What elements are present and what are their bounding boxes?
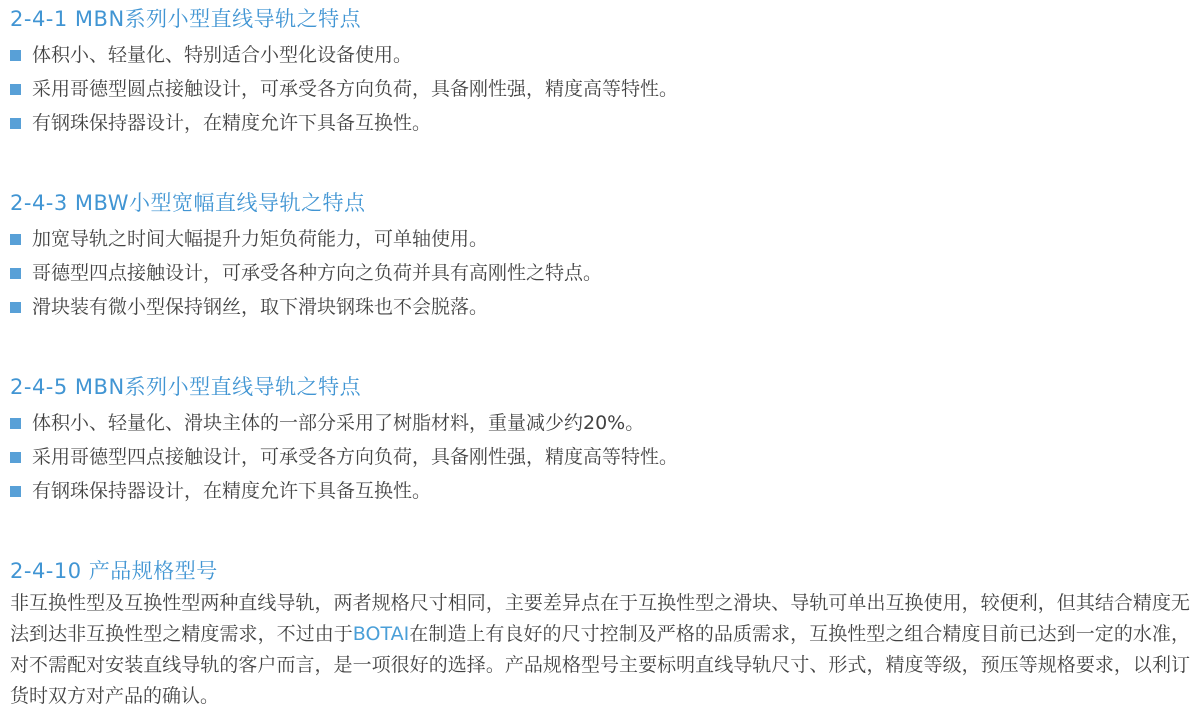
brand-name: BOTAI (352, 623, 410, 645)
section-heading: 2-4-5 MBN系列小型直线导轨之特点 (10, 375, 362, 399)
bullet-square-icon (10, 234, 21, 245)
list-item (10, 256, 1190, 290)
list-item (10, 474, 1190, 508)
feature-list (10, 222, 1190, 324)
section-heading: 2-4-10 产品规格型号 (10, 559, 218, 583)
bullet-square-icon (10, 486, 21, 497)
list-item (10, 106, 1190, 140)
list-item (10, 38, 1190, 72)
bullet-square-icon (10, 418, 21, 429)
bullet-text: 采用哥德型圆点接触设计，可承受各方向负荷，具备刚性强，精度高等特性。 (32, 78, 679, 100)
list-item (10, 222, 1190, 256)
bullet-square-icon (10, 268, 21, 279)
feature-list (10, 38, 1190, 140)
spec-text-before-brand: 非互换性型及互换性型两种直线导轨，两者规格尺寸相同，主要差异点在于互换性型之滑块、导轨可单出互换使用，较便利，但其结合精度无法到达非互换性型之精度需求，不过由于 (10, 592, 1190, 645)
list-item (10, 72, 1190, 106)
bullet-text: 采用哥德型四点接触设计，可承受各方向负荷，具备刚性强，精度高等特性。 (32, 446, 679, 468)
bullet-square-icon (10, 118, 21, 129)
section-heading: 2-4-1 MBN系列小型直线导轨之特点 (10, 7, 362, 31)
spec-text-after-brand: 在制造上有良好的尺寸控制及严格的品质需求，互换性型之组合精度目前已达到一定的水准，对不需配对安装直线导轨的客户而言，是一项很好的选择。产品规格型号主要标明直线导轨尺寸、形式，精度等级，预压等规格要求，以利订货时双方对产品的确认。 (10, 623, 1190, 707)
bullet-text: 哥德型四点接触设计，可承受各种方向之负荷并具有高刚性之特点。 (32, 262, 603, 284)
section-2-4-5 (10, 374, 1190, 508)
bullet-text: 体积小、轻量化、滑块主体的一部分采用了树脂材料，重量减少约20%。 (32, 412, 645, 434)
spec-paragraph (10, 588, 1190, 711)
bullet-square-icon (10, 302, 21, 313)
list-item (10, 440, 1190, 474)
bullet-text: 体积小、轻量化、特别适合小型化设备使用。 (32, 44, 413, 66)
list-item (10, 406, 1190, 440)
bullet-square-icon (10, 84, 21, 95)
bullet-text: 有钢珠保持器设计，在精度允许下具备互换性。 (32, 480, 432, 502)
feature-list (10, 406, 1190, 508)
section-2-4-1 (10, 6, 1190, 140)
section-2-4-10 (10, 558, 1190, 711)
section-2-4-3 (10, 190, 1190, 324)
bullet-square-icon (10, 452, 21, 463)
bullet-text: 加宽导轨之时间大幅提升力矩负荷能力，可单轴使用。 (32, 228, 489, 250)
list-item (10, 290, 1190, 324)
catalog-page (10, 6, 1190, 711)
bullet-square-icon (10, 50, 21, 61)
bullet-text: 有钢珠保持器设计，在精度允许下具备互换性。 (32, 112, 432, 134)
section-heading: 2-4-3 MBW小型宽幅直线导轨之特点 (10, 191, 366, 215)
bullet-text: 滑块装有微小型保持钢丝，取下滑块钢珠也不会脱落。 (32, 296, 489, 318)
